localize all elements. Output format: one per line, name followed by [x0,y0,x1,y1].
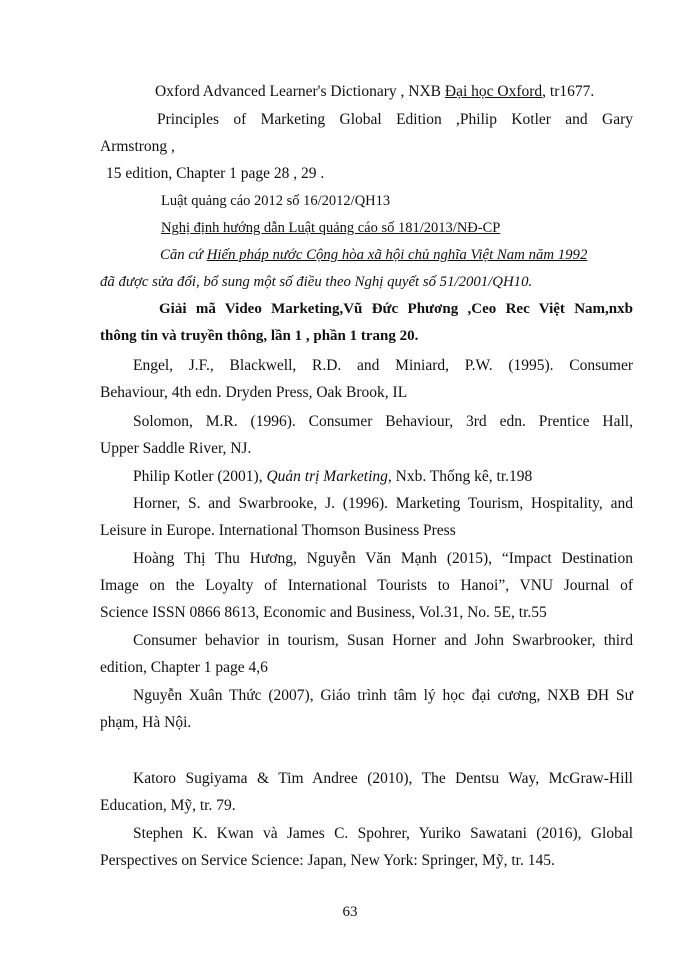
ref-constitution-line1: Căn cứ Hiến pháp nước Cộng hòa xã hội chủ nghĩa Việt Nam năm 1992 [160,247,588,263]
ref-solomon-line1: Solomon, M.R. (1996). Consumer Behaviour, 3rd edn. Prentice Hall, [133,413,633,430]
ref-oxford-link[interactable]: Đại học Oxford [444,83,543,100]
ref-nguyen-line1: Nguyễn Xuân Thức (2007), Giáo trình tâm lý học đại cương, NXB ĐH Sư [133,687,633,704]
ref-advertising-law: Luật quảng cáo 2012 số 16/2012/QH13 [161,193,391,209]
page-number: 63 [342,904,358,920]
ref-video-marketing-line2: thông tin và truyền thông, lần 1 , phần 1 trang 20. [100,328,419,344]
ref-kotler-principles-line2: Armstrong , [100,138,175,155]
ref-solomon-line2: Upper Saddle River, NJ. [100,440,252,457]
ref-kwan-line1: Stephen K. Kwan và James C. Spohrer, Yuriko Sawatani (2016), Global [133,825,633,842]
ref-engel-line2: Behaviour, 4th edn. Dryden Press, Oak Brook, IL [100,384,408,401]
ref-consumer-tourism-line1: Consumer behavior in tourism, Susan Horner and John Swarbrooker, third [133,632,633,649]
ref-engel-line1: Engel, J.F., Blackwell, R.D. and Miniard, P.W. (1995). Consumer [133,357,633,374]
ref-horner-line1: Horner, S. and Swarbrooke, J. (1996). Marketing Tourism, Hospitality, and [133,495,633,512]
ref-video-marketing-line1: Giải mã Video Marketing,Vũ Đức Phương ,Ceo Rec Việt Nam,nxb [159,301,633,317]
ref-dentsu-line2: Education, Mỹ, tr. 79. [100,797,236,814]
ref-kotler-marketing: Philip Kotler (2001), Quản trị Marketing, Nxb. Thống kê, tr.198 [133,468,533,485]
ref-horner-line2: Leisure in Europe. International Thomson Business Press [100,522,456,539]
ref-dentsu-line1: Katoro Sugiyama & Tim Andree (2010), The Dentsu Way, McGraw-Hill [133,770,633,787]
ref-hoang-line1: Hoàng Thị Thu Hương, Nguyễn Văn Mạnh (2015), “Impact Destination [133,550,633,567]
ref-kwan-line2: Perspectives on Service Science: Japan, New York: Springer, Mỹ, tr. 145. [100,852,555,869]
ref-hoang-line3: Science ISSN 0866 8613, Economic and Business, Vol.31, No. 5E, tr.55 [100,604,547,621]
ref-oxford-dictionary: Oxford Advanced Learner's Dictionary , NXB Đại học Oxford, tr1677. [155,83,595,100]
ref-nguyen-line2: phạm, Hà Nội. [100,714,192,731]
ref-hoang-line2: Image on the Loyalty of International Tourists to Hanoi”, VNU Journal of [100,577,633,594]
ref-constitution-link[interactable]: Hiến pháp nước Cộng hòa xã hội chủ nghĩa Việt Nam năm 1992 [206,247,588,263]
ref-advertising-decree[interactable]: Nghị định hướng dẫn Luật quảng cáo số 181/2013/NĐ-CP [161,220,501,236]
ref-constitution-line2: đã được sửa đổi, bổ sung một số điều theo Nghị quyết số 51/2001/QH10. [100,274,533,290]
ref-kotler-principles-line1: Principles of Marketing Global Edition ,Philip Kotler and Gary [157,111,633,128]
ref-consumer-tourism-line2: edition, Chapter 1 page 4,6 [100,659,268,676]
ref-kotler-principles-line3: 15 edition, Chapter 1 page 28 , 29 . [106,165,325,182]
